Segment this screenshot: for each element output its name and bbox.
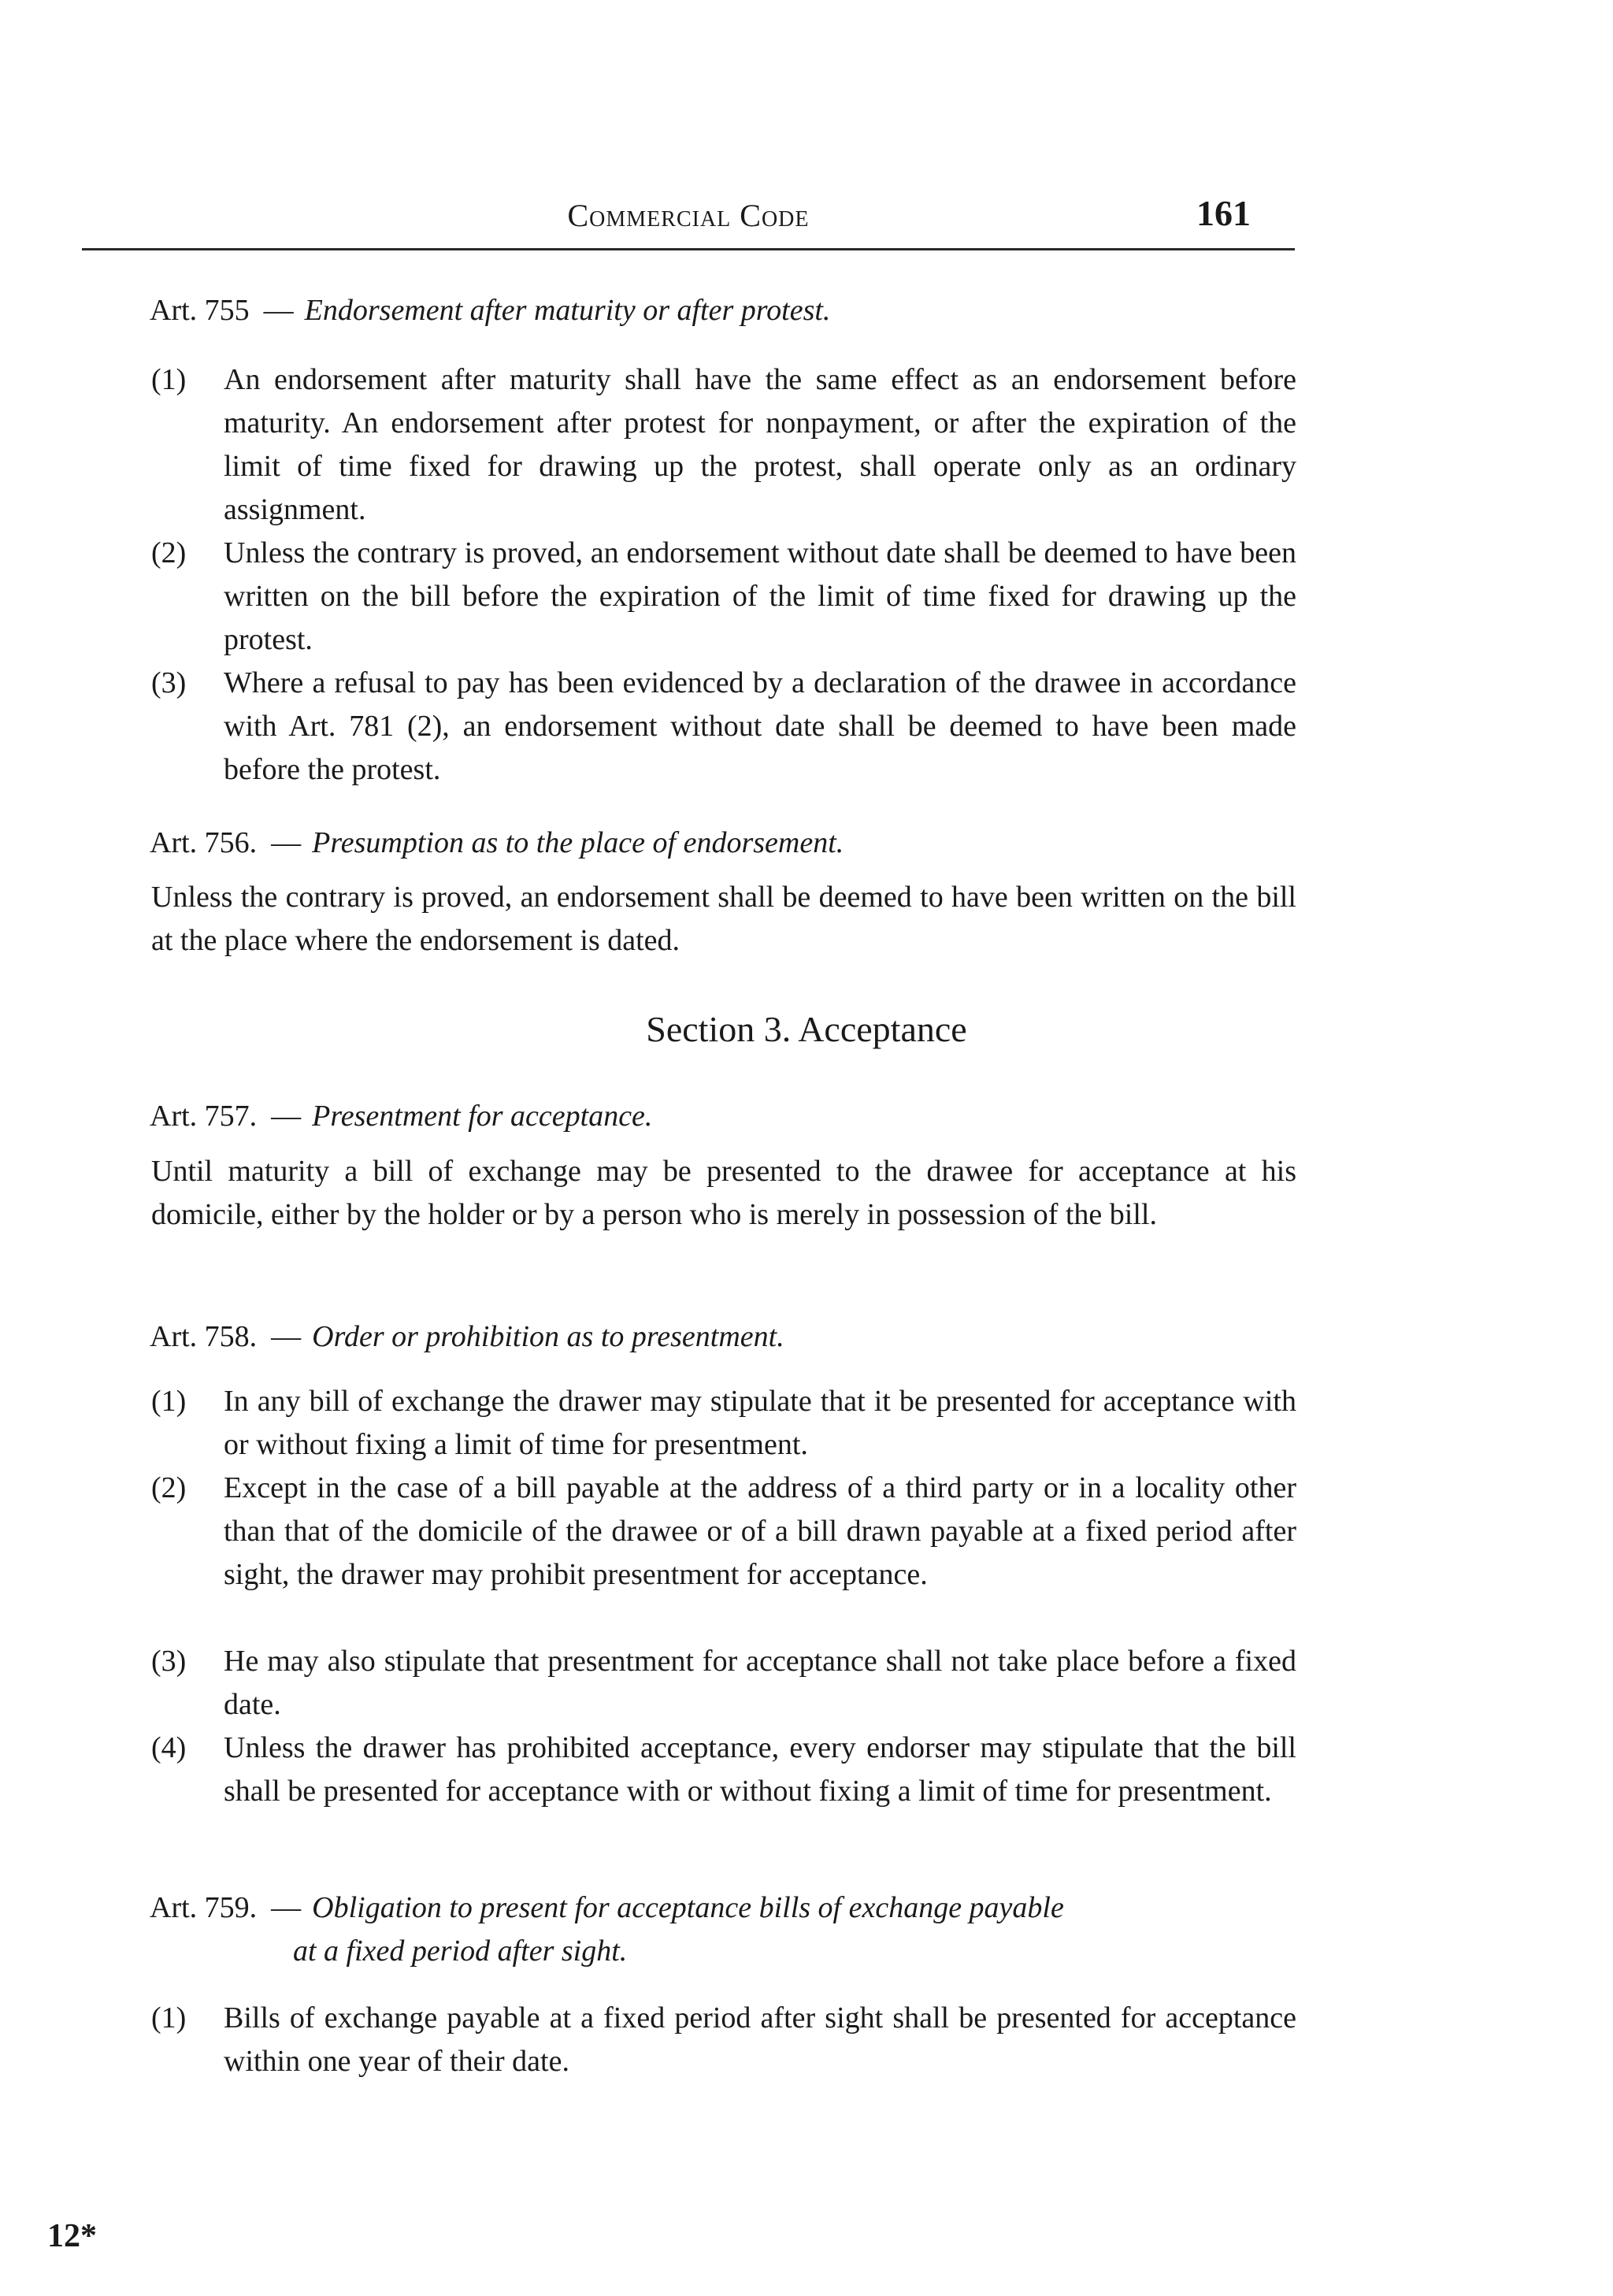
article-755-heading [150, 293, 830, 328]
section-title: Section 3. Acceptance [646, 1009, 967, 1049]
article-title: Endorsement after maturity or after protest. [304, 294, 831, 327]
article-757-heading [150, 1099, 652, 1133]
paragraph-text: An endorsement after maturity shall have the same effect as an endorsement before maturity. An endorsement after protest for nonpayment, or after the expiration of the limit of time fixed for drawing up the protest, shall operate only as an ordinary assignment. [224, 363, 1296, 526]
article-759-paragraph-1 [151, 1997, 1296, 2083]
paragraph-label: (2) [151, 1471, 187, 1504]
article-758-paragraph-3 [151, 1640, 1296, 1727]
paragraph-label: (3) [151, 1645, 187, 1678]
article-757-text: Until maturity a bill of exchange may be presented to the drawee for acceptance at his domicile, either by the holder or by a person who is merely in possession of the bill. [151, 1155, 1296, 1231]
article-758-paragraph-2 [151, 1467, 1296, 1597]
article-number: Art. 755 [150, 294, 250, 327]
paragraph-text: In any bill of exchange the drawer may stipulate that it be presented for acceptance with or without fixing a limit of time for presentment. [224, 1385, 1296, 1461]
paragraph-label: (1) [151, 2001, 187, 2035]
article-number: Art. 757. [150, 1100, 258, 1133]
paragraph-text: Bills of exchange payable at a fixed period after sight shall be presented for acceptance within one year of their date. [224, 2001, 1296, 2078]
article-dash: — [271, 1891, 302, 1924]
article-title: Obligation to present for acceptance bills of exchange payable [312, 1891, 1064, 1924]
paragraph-text: Except in the case of a bill payable at the address of a third party or in a locality other than that of the domicile of the drawee or of a bill drawn payable at a fixed period after sight, the drawer may prohibit presentment for acceptance. [224, 1471, 1296, 1591]
paragraph-label: (1) [151, 1385, 187, 1418]
article-758-paragraph-1 [151, 1380, 1296, 1467]
article-758-heading [150, 1319, 784, 1354]
running-head [82, 193, 1295, 244]
article-number: Art. 759. [150, 1891, 258, 1924]
paragraph-label: (4) [151, 1731, 187, 1764]
article-756-heading [150, 825, 844, 860]
paragraph-label: (3) [151, 666, 187, 699]
paragraph-text: He may also stipulate that presentment for acceptance shall not take place before a fixed date. [224, 1645, 1296, 1721]
article-dash: — [271, 1100, 302, 1133]
article-dash: — [263, 294, 294, 327]
article-dash: — [271, 826, 302, 859]
article-759-heading-continued: at a fixed period after sight. [293, 1934, 628, 1968]
article-number: Art. 758. [150, 1320, 258, 1353]
article-number: Art. 756. [150, 826, 258, 859]
article-title: Presumption as to the place of endorsement. [312, 826, 844, 859]
article-755-paragraph-2 [151, 532, 1296, 662]
page-number: 161 [1196, 193, 1251, 233]
article-759-heading [150, 1890, 1064, 1925]
article-title: Presentment for acceptance. [312, 1100, 653, 1133]
signature-mark: 12* [47, 2218, 97, 2254]
article-756-text: Unless the contrary is proved, an endorsement shall be deemed to have been written on the bill at the place where the endorsement is dated. [151, 881, 1296, 957]
paragraph-text: Where a refusal to pay has been evidenced by a declaration of the drawee in accordance with Art. 781 (2), an endorsement without date shall be deemed to have been made before the protest. [224, 666, 1296, 786]
paragraph-label: (2) [151, 536, 187, 569]
article-dash: — [271, 1320, 302, 1353]
article-title: Order or prohibition as to presentment. [312, 1320, 784, 1353]
paragraph-label: (1) [151, 363, 187, 396]
running-title: Commercial Code [567, 198, 810, 233]
paragraph-text: Unless the contrary is proved, an endorsement without date shall be deemed to have been written on the bill before the expiration of the limit of time fixed for drawing up the protest. [224, 536, 1296, 656]
article-755-paragraph-1 [151, 358, 1296, 532]
paragraph-text: Unless the drawer has prohibited acceptance, every endorser may stipulate that the bill shall be presented for acceptance with or without fixing a limit of time for presentment. [224, 1731, 1296, 1808]
header-rule [82, 248, 1295, 250]
article-755-paragraph-3 [151, 662, 1296, 792]
article-758-paragraph-4 [151, 1727, 1296, 1813]
